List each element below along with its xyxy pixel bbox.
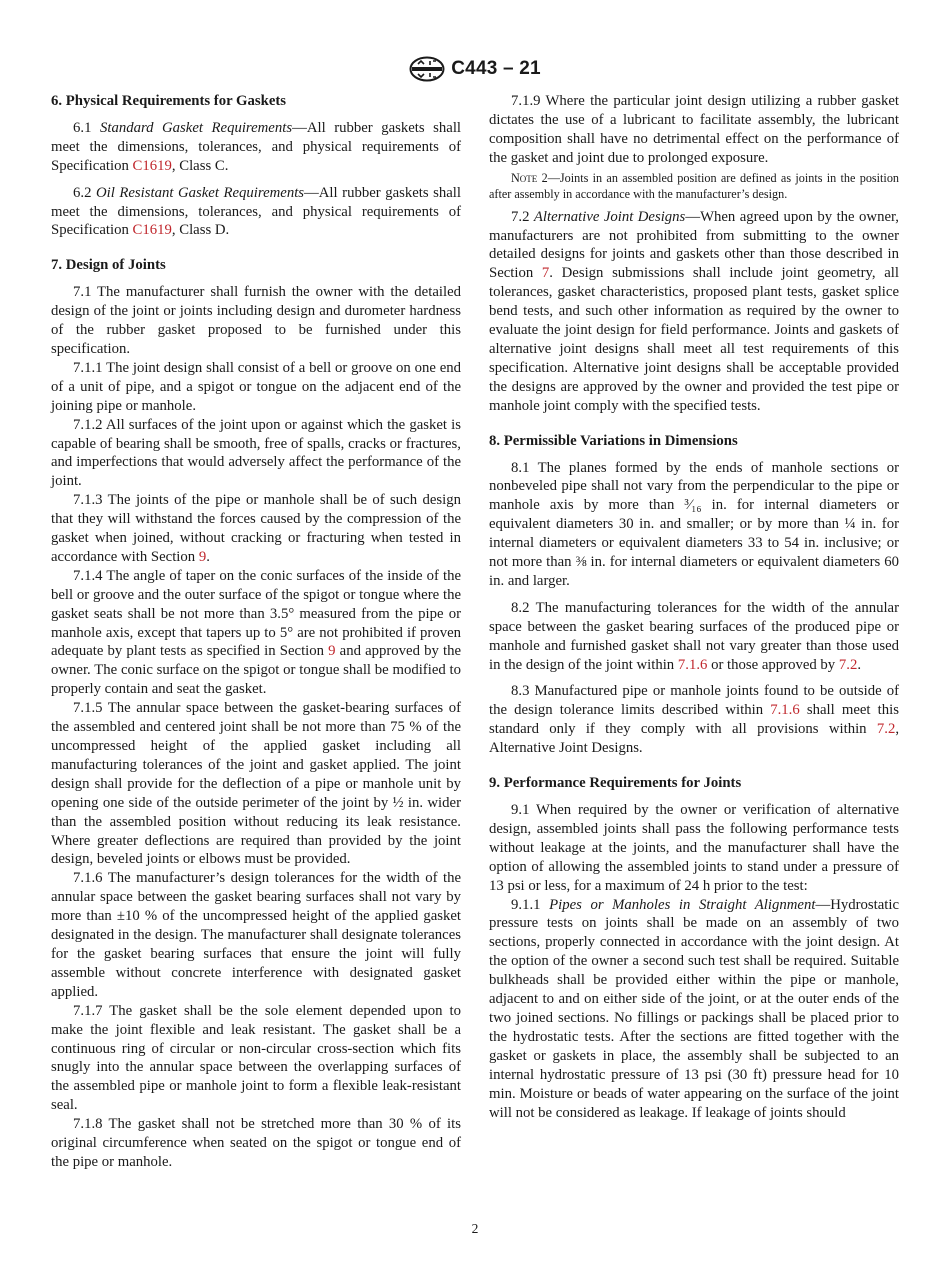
paragraph-7-1-2: 7.1.2 All surfaces of the joint upon or against which the gasket is capable of bearing shall be smooth, free of spalls, cracks or fractures, and imperfections that would adversely affect the performance of the joint. bbox=[51, 416, 461, 490]
paragraph-7-1-6: 7.1.6 The manufacturer’s design tolerances for the width of the annular space between the gasket bearing surfaces shall not vary by more than ±10 % of the uncompressed height of the applied gasket designated in the design. The manufacturer shall designate tolerances for the gasket bearing surfaces that ensure the joint will fully assemble without concrete interference with designated gasket applied. bbox=[51, 870, 461, 1000]
paragraph-8-2: 8.2 The manufacturing tolerances for the width of the annular space between the gasket bearing surfaces of the produced pipe or manhole and furnished gasket shall not vary greater than those used in the design of the joint within 7.1.6 or those approved by 7.2. bbox=[489, 599, 899, 673]
ref-7-2-link[interactable]: 7.2 bbox=[876, 721, 896, 738]
paragraph-7-1-1: 7.1.1 The joint design shall consist of a bell or groove on one end of a unit of pipe, and a spigot or tongue on the adjacent end of the joining pipe or manhole. bbox=[51, 359, 461, 414]
page-header bbox=[0, 56, 950, 82]
paragraph-7-1-7: 7.1.7 The gasket shall be the sole element depended upon to make the joint flexible and leak resistant. The gasket shall be a continuous ring of circular or non-circular cross-section which fits snugly into the annular space between the overlapping surfaces of the assembled pipe or manhole joint to form a flexible leak-resistant seal. bbox=[51, 1002, 461, 1114]
ref-7-1-6-link[interactable]: 7.1.6 bbox=[770, 702, 800, 719]
paragraph-9-1: 9.1 When required by the owner or verification of alternative design, assembled joints shall pass the following performance tests without leakage at the joints, and the manufacturer shall have the option of allowing the assembled joints to stand under a pressure of 13 psi or less, for a maximum of 24 h prior to the test: bbox=[489, 802, 899, 894]
ref-c1619-link[interactable]: C1619 bbox=[132, 222, 172, 239]
paragraph-8-3: 8.3 Manufactured pipe or manhole joints found to be outside of the design tolerance limits described within 7.1.6 shall meet this standard only if they comply with all provisions within 7.2, Alternative Joint Designs. bbox=[489, 683, 899, 757]
note-2: Note 2—Joints in an assembled position are defined as joints in the position after assembly in accordance with the manufacturer’s design. bbox=[489, 170, 900, 201]
paragraph-9-1-1: 9.1.1 Pipes or Manholes in Straight Alignment—Hydrostatic pressure tests on joints shall be made on an assembly of two sections, properly connected in accordance with the joint design. At the option of the owner a second such test shall be required. Suitable bulkheads shall be provided either within the pipe or manhole, adjacent to and on either side of the joint, or at the outer ends of the two joined sections. No fillings or packings shall be placed prior to the hydrostatic tests. After the sections are fitted together with the gasket or gaskets in place, the assembly shall be subjected to an internal hydrostatic pressure of 13 psi (30 ft) pressure head for 10 min. Moisture or beads of water appearing on the surface of the joint will not be considered as leakage. If leakage of joints should bbox=[489, 896, 900, 1121]
standard-designation: C443 – 21 bbox=[451, 58, 541, 79]
paragraph-6-2: 6.2 Oil Resistant Gasket Requirements—All rubber gaskets shall meet the dimensions, tolerances, and physical requirements of Specification C1619, Class D. bbox=[51, 184, 462, 239]
ref-c1619-link[interactable]: C1619 bbox=[132, 157, 172, 174]
right-column bbox=[489, 92, 899, 1122]
ref-section-9-link[interactable]: 9 bbox=[328, 643, 336, 660]
section-8-heading: 8. Permissible Variations in Dimensions bbox=[489, 432, 738, 449]
paragraph-7-1-3: 7.1.3 The joints of the pipe or manhole shall be of such design that they will withstand the forces caused by the compression of the gasket when joined, without cracking or fracturing when tested in accordance with Section 9. bbox=[51, 492, 461, 565]
section-7-heading: 7. Design of Joints bbox=[51, 257, 166, 274]
section-6-heading: 6. Physical Requirements for Gaskets bbox=[51, 93, 287, 109]
paragraph-6-1: 6.1 Standard Gasket Requirements—All rubber gaskets shall meet the dimensions, tolerances, and physical requirements of Specification C1619, Class C. bbox=[51, 119, 462, 174]
section-9-heading: 9. Performance Requirements for Joints bbox=[489, 775, 742, 792]
astm-logo-icon bbox=[409, 56, 445, 82]
left-column bbox=[51, 92, 461, 1172]
ref-7-2-link[interactable]: 7.2 bbox=[838, 656, 858, 673]
paragraph-7-1: 7.1 The manufacturer shall furnish the owner with the detailed design of the joint or joints including design and durometer hardness of the rubber gasket proposed to be furnished under this specification. bbox=[51, 284, 461, 357]
paragraph-7-1-9: 7.1.9 Where the particular joint design utilizing a rubber gasket dictates the use of a lubricant to facilitate assembly, the lubricant composition shall have no detrimental effect on the performance of the gasket and joint due to prolonged exposure. bbox=[489, 93, 899, 166]
paragraph-7-1-8: 7.1.8 The gasket shall not be stretched more than 30 % of its original circumference when seated on the spigot or tongue end of the pipe or manhole. bbox=[51, 1116, 461, 1170]
paragraph-7-1-5: 7.1.5 The annular space between the gasket-bearing surfaces of the assembled and centered joint shall be not more than 75 % of the uncompressed height of the applied gasket including all manufacturing tolerances of the joint and gasket applied. The joint design shall provide for the deflection of a pipe or manhole unit by opening one side of the outside perimeter of the joint by ½ in. wider than the assembled position without reducing its leak resistance. Where greater deflections are required than provided by the joint design, beveled joints or elbows must be provided. bbox=[51, 700, 461, 868]
ref-section-7-link[interactable]: 7 bbox=[541, 265, 550, 282]
ref-7-1-6-link[interactable]: 7.1.6 bbox=[677, 656, 708, 673]
paragraph-7-2: 7.2 Alternative Joint Designs—When agreed upon by the owner, manufacturers are not prohibited from submitting to the owner detailed designs for joints and gaskets other than those described in Section 7. Design submissions shall include joint geometry, all tolerances, gasket characteristics, proposed plant tests, gasket splice bend tests, and such other information as required by the owner to evaluate the joint design for field performance. Joints and gaskets of alternative joint designs shall meet all test requirements of this specification. Alternative joint designs shall be acceptable provided the designs are approved by the owner and provided the test pipe or manhole joint comply with the specified tests. bbox=[489, 208, 899, 414]
paragraph-8-1: 8.1 The planes formed by the ends of manhole sections or nonbeveled pipe shall not vary from the perpendicular to the pipe or manhole axis by more than ³⁄₁₆ in. for internal diameters or equivalent diameters 30 in. and smaller; or by more than ¼ in. for internal diameters or equivalent diameters 33 to 54 in. inclusive; or not more than ⅜ in. for internal diameters or equivalent diameters 60 in. and larger. bbox=[489, 459, 899, 589]
page-number: 2 bbox=[471, 1221, 479, 1236]
paragraph-7-1-4: 7.1.4 The angle of taper on the conic surfaces of the inside of the bell or groove and the outer surface of the spigot or tongue where the gasket seats shall be not more than 3.5° measured from the pipe or manhole axis, except that tapers up to 5° are not prohibited if proven adequate by plant tests as specified in Section 9 and approved by the owner. The conic surface on the spigot or tongue shall be modified to properly contain and seat the gasket. bbox=[51, 567, 461, 698]
ref-section-9-link[interactable]: 9 bbox=[198, 548, 207, 565]
